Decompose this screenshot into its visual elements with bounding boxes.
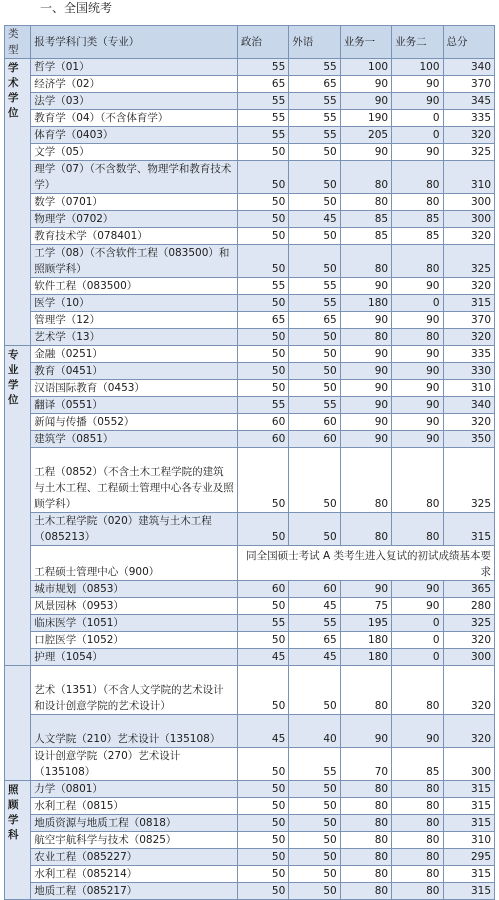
- table-row: [5, 278, 495, 295]
- subject-2-score: 85: [392, 748, 443, 781]
- politics-score: 55: [237, 59, 288, 76]
- politics-score: 55: [237, 615, 288, 632]
- subject-1-score: 205: [340, 127, 391, 144]
- header-subject-1: 业务一: [340, 26, 391, 59]
- subject-1-score: 90: [340, 312, 391, 329]
- subject-1-score: 80: [340, 513, 391, 546]
- language-score: 65: [289, 632, 340, 649]
- language-score: 55: [289, 59, 340, 76]
- table-row: [5, 615, 495, 632]
- language-score: 50: [289, 245, 340, 278]
- politics-score: 50: [237, 346, 288, 363]
- subject-1-score: 195: [340, 615, 391, 632]
- section-heading: 一、全国统考: [40, 1, 113, 15]
- politics-score: 50: [237, 832, 288, 849]
- politics-score: 50: [237, 380, 288, 397]
- language-score: 50: [289, 161, 340, 194]
- subject-1-score: 90: [340, 380, 391, 397]
- total-score: 320: [443, 632, 495, 649]
- politics-score: 50: [237, 883, 288, 900]
- total-score: 350: [443, 431, 495, 448]
- total-score: 295: [443, 849, 495, 866]
- table-row: [5, 448, 495, 513]
- subject-1-score: 80: [340, 798, 391, 815]
- politics-score: 50: [237, 666, 288, 715]
- major-cell: 水利工程（0815）: [31, 798, 238, 815]
- table-row: [5, 798, 495, 815]
- major-cell: 风景园林（0953）: [31, 598, 238, 615]
- politics-score: 50: [237, 228, 288, 245]
- major-cell: 城市规划（0853）: [31, 581, 238, 598]
- total-score: 320: [443, 278, 495, 295]
- politics-score: 50: [237, 329, 288, 346]
- table-row: [5, 598, 495, 615]
- major-cell: 医学（10）: [31, 295, 238, 312]
- politics-score: 55: [237, 127, 288, 144]
- total-score: 335: [443, 346, 495, 363]
- table-row: [5, 546, 495, 581]
- politics-score: 50: [237, 748, 288, 781]
- subject-2-score: 85: [392, 211, 443, 228]
- language-score: 55: [289, 127, 340, 144]
- total-score: 345: [443, 93, 495, 110]
- language-score: 50: [289, 329, 340, 346]
- total-score: 315: [443, 883, 495, 900]
- total-score: 325: [443, 448, 495, 513]
- table-row: [5, 781, 495, 798]
- table-row: [5, 715, 495, 748]
- total-score: 370: [443, 312, 495, 329]
- table-row: [5, 883, 495, 900]
- language-score: 55: [289, 278, 340, 295]
- table-row: [5, 127, 495, 144]
- total-score: 325: [443, 144, 495, 161]
- subject-2-score: 90: [392, 363, 443, 380]
- table-row: [5, 815, 495, 832]
- table-row: [5, 194, 495, 211]
- header-total: 总分: [443, 26, 495, 59]
- subject-2-score: 80: [392, 161, 443, 194]
- language-score: 50: [289, 866, 340, 883]
- language-score: 50: [289, 781, 340, 798]
- total-score: 280: [443, 598, 495, 615]
- subject-2-score: 0: [392, 127, 443, 144]
- subject-2-score: 80: [392, 832, 443, 849]
- major-cell: 体育学（0403）: [31, 127, 238, 144]
- subject-1-score: 80: [340, 832, 391, 849]
- subject-2-score: 80: [392, 513, 443, 546]
- major-cell: 金融（0251）: [31, 346, 238, 363]
- subject-2-score: 100: [392, 59, 443, 76]
- subject-2-score: 90: [392, 312, 443, 329]
- table-row: [5, 866, 495, 883]
- politics-score: 65: [237, 312, 288, 329]
- subject-1-score: 90: [340, 431, 391, 448]
- major-cell: 建筑学（0851）: [31, 431, 238, 448]
- major-cell: 护理（1054）: [31, 649, 238, 666]
- language-score: 55: [289, 397, 340, 414]
- politics-score: 45: [237, 649, 288, 666]
- language-score: 60: [289, 431, 340, 448]
- table-row: [5, 110, 495, 127]
- subject-1-score: 90: [340, 278, 391, 295]
- subject-2-score: 90: [392, 397, 443, 414]
- politics-score: 50: [237, 295, 288, 312]
- major-cell: 力学（0801）: [31, 781, 238, 798]
- major-cell: 法学（03）: [31, 93, 238, 110]
- subject-1-score: 80: [340, 815, 391, 832]
- language-score: 40: [289, 715, 340, 748]
- total-score: 320: [443, 666, 495, 715]
- major-cell: 航空宇航科学与技术（0825）: [31, 832, 238, 849]
- table-row: [5, 59, 495, 76]
- table-row: [5, 431, 495, 448]
- subject-1-score: 90: [340, 93, 391, 110]
- subject-1-score: 80: [340, 245, 391, 278]
- table-row: [5, 649, 495, 666]
- table-row: [5, 161, 495, 194]
- subject-1-score: 90: [340, 363, 391, 380]
- subject-2-score: 80: [392, 815, 443, 832]
- major-cell: 临床医学（1051）: [31, 615, 238, 632]
- total-score: 300: [443, 194, 495, 211]
- subject-1-score: 75: [340, 598, 391, 615]
- major-cell: 数学（0701）: [31, 194, 238, 211]
- language-score: 50: [289, 363, 340, 380]
- subject-1-score: 80: [340, 866, 391, 883]
- politics-score: 50: [237, 194, 288, 211]
- language-score: 50: [289, 194, 340, 211]
- subject-2-score: 90: [392, 598, 443, 615]
- total-score: 335: [443, 110, 495, 127]
- total-score: 300: [443, 211, 495, 228]
- politics-score: 55: [237, 397, 288, 414]
- language-score: 50: [289, 832, 340, 849]
- subject-1-score: 80: [340, 161, 391, 194]
- total-score: 315: [443, 781, 495, 798]
- major-cell: 设计创意学院（270）艺术设计（135108）: [31, 748, 238, 781]
- subject-2-score: 80: [392, 194, 443, 211]
- total-score: 310: [443, 380, 495, 397]
- major-cell: 物理学（0702）: [31, 211, 238, 228]
- language-score: 50: [289, 883, 340, 900]
- language-score: 55: [289, 93, 340, 110]
- subject-2-score: 0: [392, 615, 443, 632]
- table-row: [5, 632, 495, 649]
- subject-1-score: 85: [340, 228, 391, 245]
- subject-2-score: 90: [392, 414, 443, 431]
- table-row: [5, 363, 495, 380]
- subject-2-score: 0: [392, 649, 443, 666]
- table-row: [5, 849, 495, 866]
- language-score: 50: [289, 228, 340, 245]
- subject-1-score: 70: [340, 748, 391, 781]
- politics-score: 50: [237, 448, 288, 513]
- politics-score: 50: [237, 211, 288, 228]
- subject-2-score: 80: [392, 329, 443, 346]
- language-score: 55: [289, 110, 340, 127]
- language-score: 50: [289, 448, 340, 513]
- table-body: [5, 59, 495, 900]
- politics-score: 50: [237, 245, 288, 278]
- subject-2-score: 90: [392, 76, 443, 93]
- language-score: 50: [289, 849, 340, 866]
- politics-score: 50: [237, 866, 288, 883]
- politics-score: 50: [237, 632, 288, 649]
- table-row: [5, 93, 495, 110]
- total-score: 325: [443, 615, 495, 632]
- subject-2-score: 80: [392, 245, 443, 278]
- total-score: 315: [443, 798, 495, 815]
- politics-score: 60: [237, 431, 288, 448]
- subject-2-score: 90: [392, 380, 443, 397]
- table-row: [5, 832, 495, 849]
- header-major: 报考学科门类（专业）: [31, 26, 238, 59]
- major-cell: 教育技术学（078401）: [31, 228, 238, 245]
- total-score: 315: [443, 815, 495, 832]
- subject-2-score: 0: [392, 632, 443, 649]
- subject-1-score: 80: [340, 194, 391, 211]
- language-score: 45: [289, 598, 340, 615]
- total-score: 340: [443, 59, 495, 76]
- politics-score: 50: [237, 144, 288, 161]
- language-score: 50: [289, 346, 340, 363]
- major-cell: 管理学（12）: [31, 312, 238, 329]
- table-row: [5, 397, 495, 414]
- subject-2-score: 90: [392, 278, 443, 295]
- table-row: [5, 245, 495, 278]
- major-cell: 艺术学（13）: [31, 329, 238, 346]
- politics-score: 65: [237, 76, 288, 93]
- subject-1-score: 90: [340, 76, 391, 93]
- politics-score: 50: [237, 513, 288, 546]
- politics-score: 50: [237, 781, 288, 798]
- major-cell: 人文学院（210）艺术设计（135108）: [31, 715, 238, 748]
- subject-1-score: 80: [340, 849, 391, 866]
- subject-1-score: 90: [340, 397, 391, 414]
- politics-score: 50: [237, 815, 288, 832]
- total-score: 315: [443, 295, 495, 312]
- language-score: 50: [289, 144, 340, 161]
- politics-score: 60: [237, 414, 288, 431]
- language-score: 60: [289, 414, 340, 431]
- table-row: [5, 666, 495, 715]
- subject-2-score: 80: [392, 849, 443, 866]
- subject-1-score: 80: [340, 781, 391, 798]
- language-score: 50: [289, 380, 340, 397]
- subject-1-score: 180: [340, 295, 391, 312]
- politics-score: 50: [237, 798, 288, 815]
- language-score: 55: [289, 615, 340, 632]
- table-row: [5, 380, 495, 397]
- subject-1-score: 80: [340, 666, 391, 715]
- subject-1-score: 90: [340, 581, 391, 598]
- subject-2-score: 80: [392, 448, 443, 513]
- major-cell: 软件工程（083500）: [31, 278, 238, 295]
- subject-2-score: 0: [392, 110, 443, 127]
- subject-1-score: 180: [340, 649, 391, 666]
- major-cell: 工程（0852）（不含土木工程学院的建筑与土木工程、工程硕士管理中心各专业及照顾学科）: [31, 448, 238, 513]
- major-cell: 文学（05）: [31, 144, 238, 161]
- language-score: 50: [289, 815, 340, 832]
- major-cell: 工程硕士管理中心（900）: [31, 546, 238, 581]
- table-row: [5, 581, 495, 598]
- language-score: 50: [289, 666, 340, 715]
- total-score: 370: [443, 76, 495, 93]
- total-score: 320: [443, 329, 495, 346]
- language-score: 60: [289, 581, 340, 598]
- subject-2-score: 90: [392, 431, 443, 448]
- total-score: 315: [443, 866, 495, 883]
- table-row: [5, 513, 495, 546]
- table-row: [5, 748, 495, 781]
- major-cell: 教育学（04）（不含体育学）: [31, 110, 238, 127]
- total-score: 320: [443, 715, 495, 748]
- subject-2-score: 90: [392, 715, 443, 748]
- header-type: 类型: [5, 26, 31, 59]
- table-row: [5, 76, 495, 93]
- subject-1-score: 90: [340, 144, 391, 161]
- language-score: 50: [289, 513, 340, 546]
- subject-2-score: 80: [392, 781, 443, 798]
- major-cell: 土木工程学院（020）建筑与土木工程（085213）: [31, 513, 238, 546]
- major-cell: 教育（0451）: [31, 363, 238, 380]
- total-score: 310: [443, 832, 495, 849]
- note-cell: 同全国硕士考试 A 类考生进入复试的初试成绩基本要求: [237, 546, 494, 581]
- subject-1-score: 80: [340, 883, 391, 900]
- total-score: 320: [443, 414, 495, 431]
- table-row: [5, 295, 495, 312]
- header-subject-2: 业务二: [392, 26, 443, 59]
- subject-1-score: 100: [340, 59, 391, 76]
- subject-2-score: 85: [392, 228, 443, 245]
- major-cell: 农业工程（085227）: [31, 849, 238, 866]
- total-score: 300: [443, 748, 495, 781]
- header-language: 外语: [289, 26, 340, 59]
- total-score: 300: [443, 649, 495, 666]
- table-row: [5, 329, 495, 346]
- language-score: 50: [289, 798, 340, 815]
- language-score: 55: [289, 748, 340, 781]
- politics-score: 50: [237, 161, 288, 194]
- subject-1-score: 85: [340, 211, 391, 228]
- major-cell: 经济学（02）: [31, 76, 238, 93]
- politics-score: 50: [237, 598, 288, 615]
- subject-1-score: 190: [340, 110, 391, 127]
- subject-1-score: 90: [340, 715, 391, 748]
- major-cell: 理学（07）（不含数学、物理学和教育技术学）: [31, 161, 238, 194]
- subject-1-score: 80: [340, 329, 391, 346]
- language-score: 65: [289, 76, 340, 93]
- major-cell: 汉语国际教育（0453）: [31, 380, 238, 397]
- subject-1-score: 90: [340, 346, 391, 363]
- major-cell: 翻译（0551）: [31, 397, 238, 414]
- subject-2-score: 80: [392, 666, 443, 715]
- total-score: 365: [443, 581, 495, 598]
- score-table: [4, 25, 495, 900]
- table-row: [5, 211, 495, 228]
- table-row: [5, 144, 495, 161]
- politics-score: 60: [237, 581, 288, 598]
- header-politics: 政治: [237, 26, 288, 59]
- language-score: 45: [289, 649, 340, 666]
- politics-score: 50: [237, 363, 288, 380]
- total-score: 325: [443, 245, 495, 278]
- subject-2-score: 80: [392, 798, 443, 815]
- total-score: 340: [443, 397, 495, 414]
- subject-2-score: 0: [392, 295, 443, 312]
- politics-score: 50: [237, 849, 288, 866]
- subject-1-score: 90: [340, 414, 391, 431]
- language-score: 65: [289, 312, 340, 329]
- subject-2-score: 90: [392, 93, 443, 110]
- table-header-row: [5, 26, 495, 59]
- politics-score: 45: [237, 715, 288, 748]
- subject-1-score: 80: [340, 448, 391, 513]
- table-row: [5, 414, 495, 431]
- language-score: 55: [289, 295, 340, 312]
- major-cell: 新闻与传播（0552）: [31, 414, 238, 431]
- table-row: [5, 346, 495, 363]
- category-cell: 学术学位: [5, 59, 31, 346]
- category-cell: 照顾学科: [5, 781, 31, 900]
- total-score: 315: [443, 513, 495, 546]
- politics-score: 55: [237, 110, 288, 127]
- major-cell: 口腔医学（1052）: [31, 632, 238, 649]
- total-score: 310: [443, 161, 495, 194]
- major-cell: 地质工程（085217）: [31, 883, 238, 900]
- major-cell: 工学（08）（不含软件工程（083500）和照顾学科）: [31, 245, 238, 278]
- major-cell: 艺术（1351）（不含人文学院的艺术设计和设计创意学院的艺术设计）: [31, 666, 238, 715]
- politics-score: 55: [237, 278, 288, 295]
- subject-2-score: 90: [392, 144, 443, 161]
- subject-2-score: 80: [392, 866, 443, 883]
- subject-2-score: 90: [392, 346, 443, 363]
- subject-1-score: 180: [340, 632, 391, 649]
- table-row: [5, 228, 495, 245]
- politics-score: 55: [237, 93, 288, 110]
- total-score: 330: [443, 363, 495, 380]
- subject-2-score: 90: [392, 581, 443, 598]
- total-score: 320: [443, 127, 495, 144]
- major-cell: 地质资源与地质工程（0818）: [31, 815, 238, 832]
- table-row: [5, 312, 495, 329]
- total-score: 320: [443, 228, 495, 245]
- category-cell: [5, 666, 31, 781]
- language-score: 45: [289, 211, 340, 228]
- category-cell: 专业学位: [5, 346, 31, 666]
- major-cell: 水利工程（085214）: [31, 866, 238, 883]
- subject-2-score: 80: [392, 883, 443, 900]
- major-cell: 哲学（01）: [31, 59, 238, 76]
